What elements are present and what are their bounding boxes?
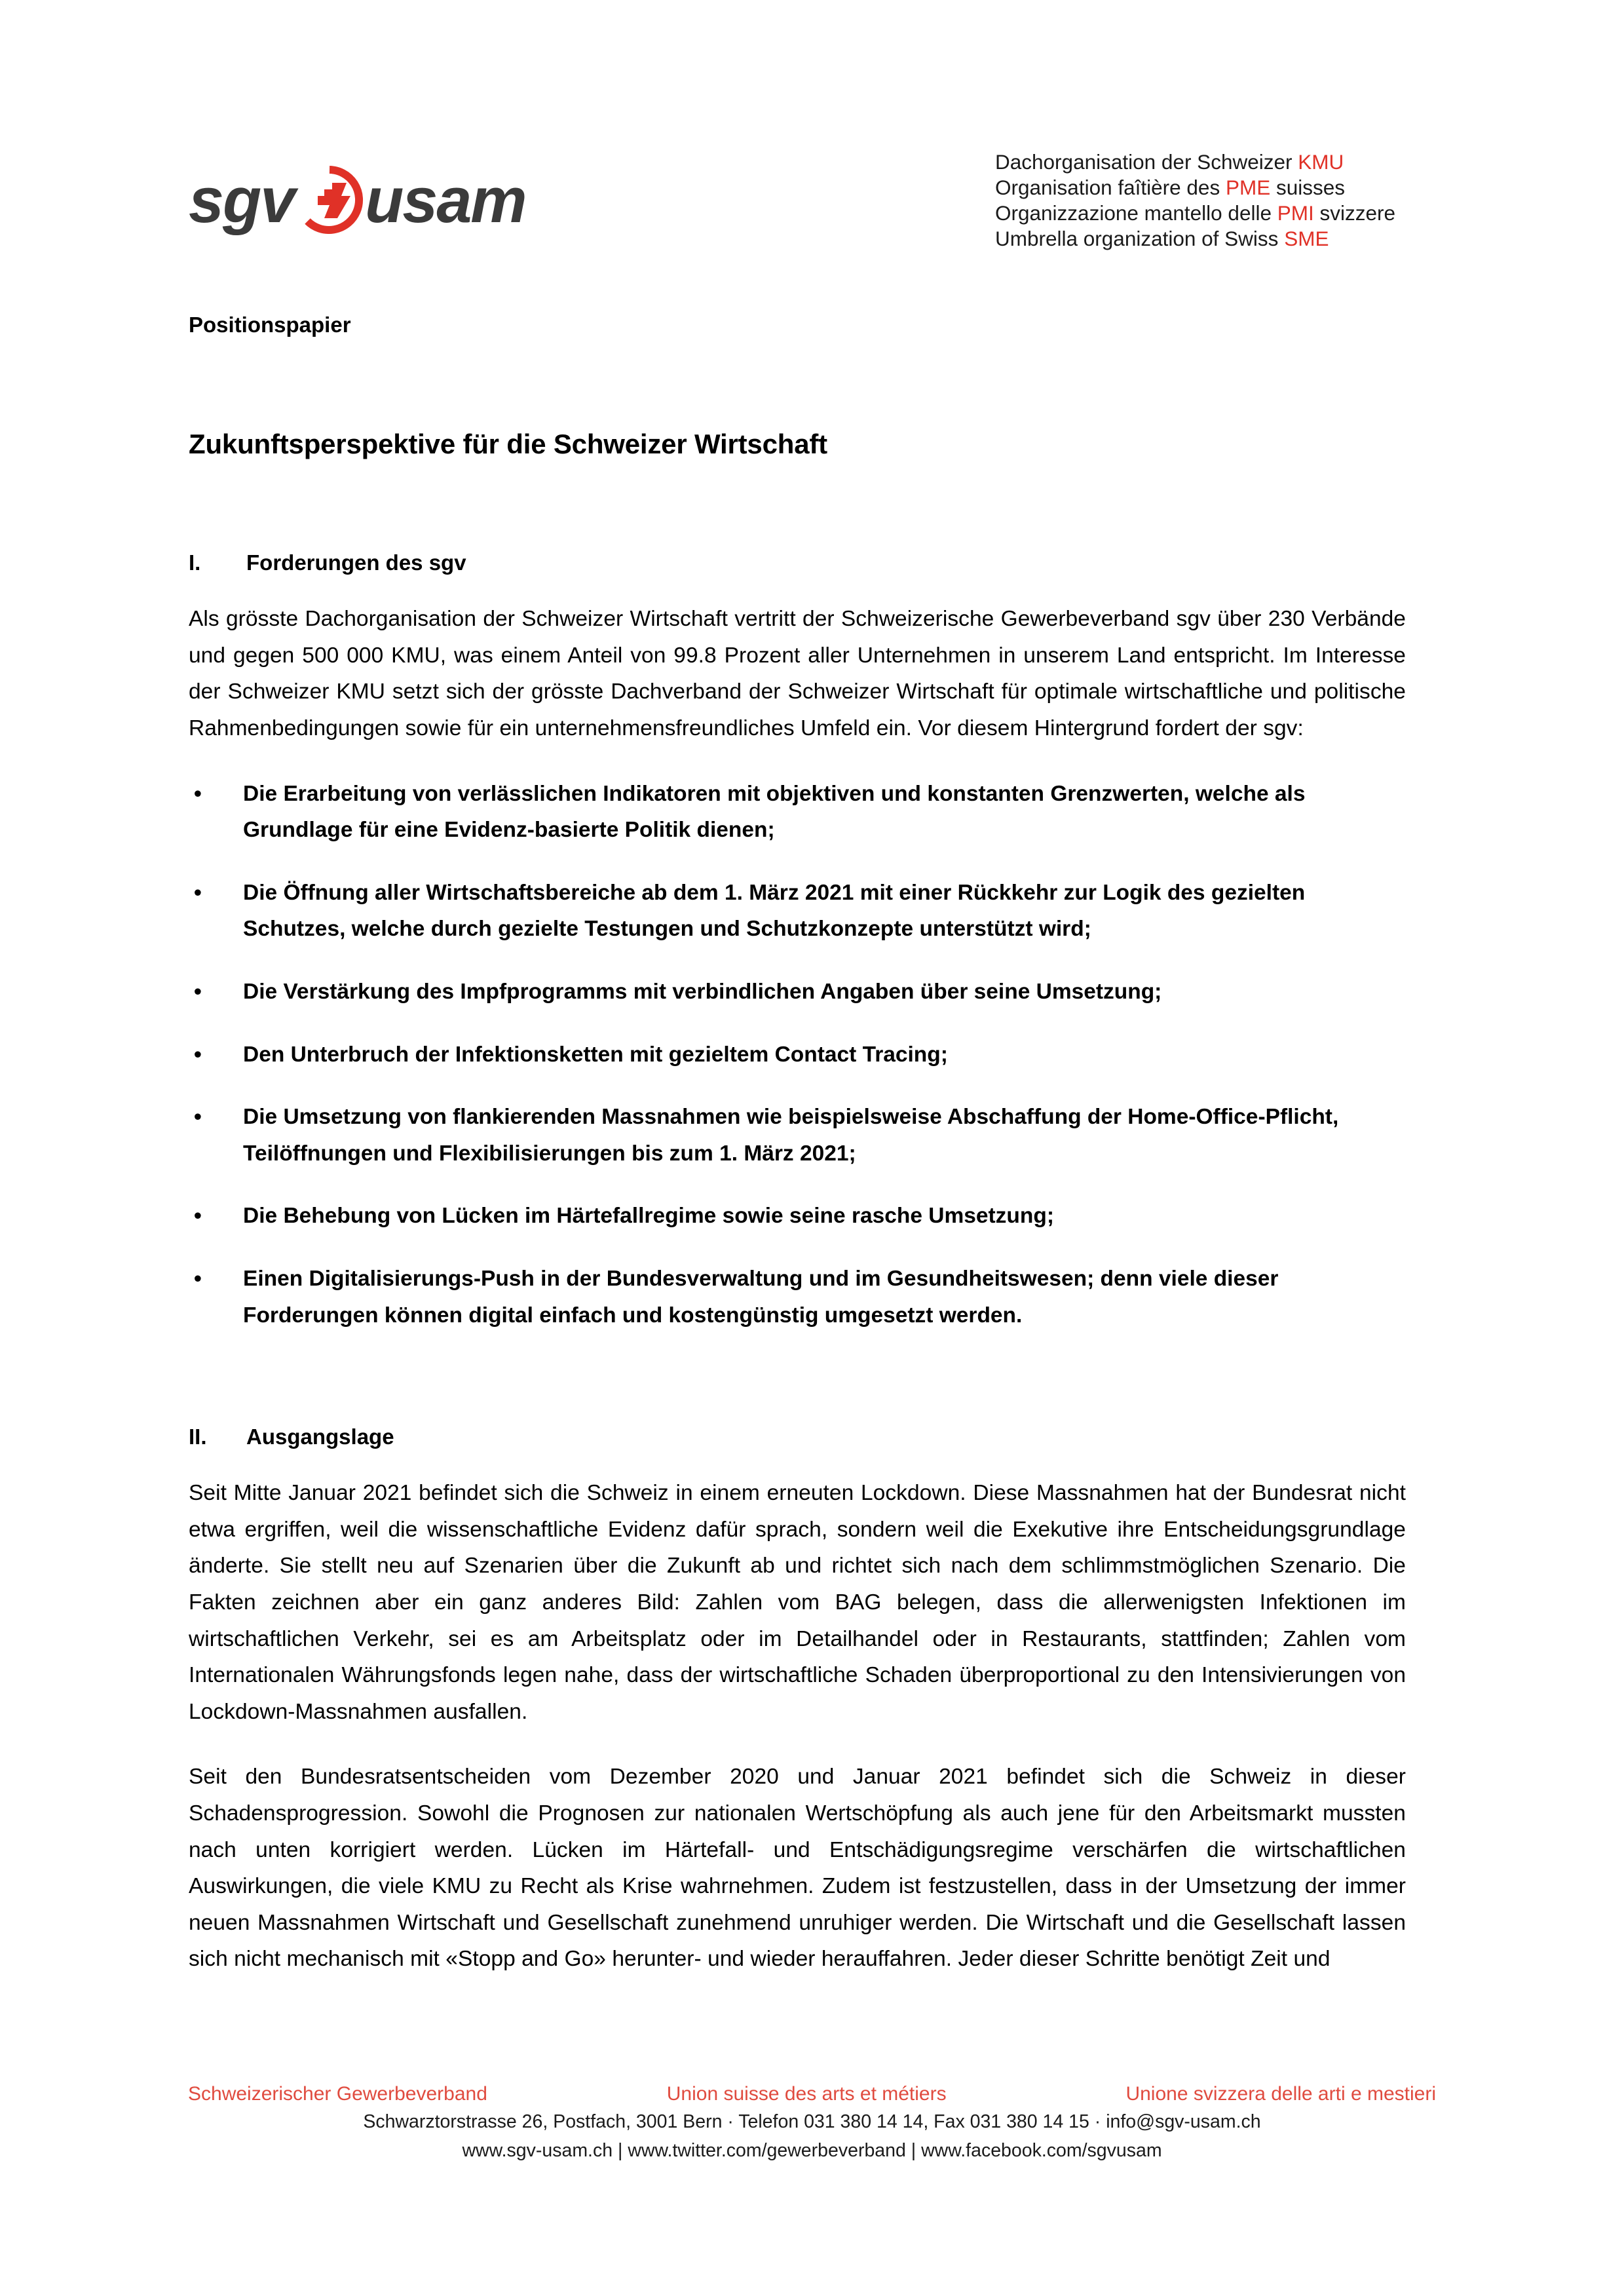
header-lang-accent: KMU (1298, 150, 1344, 174)
list-item (189, 974, 1406, 1010)
list-item-text: Den Unterbruch der Infektionsketten mit gezieltem Contact Tracing; (243, 1042, 948, 1067)
list-item-text: Die Behebung von Lücken im Härtefallregime sowie seine rasche Umsetzung; (243, 1204, 1054, 1229)
sgv-usam-logo (189, 164, 526, 236)
logo-text-usam: usam (365, 164, 526, 236)
footer-org-de: Schweizerischer Gewerbeverband (188, 2083, 487, 2105)
list-item-text: Die Umsetzung von flankierenden Massnahmen wie beispielsweise Abschaffung der Home-Office-Pflicht, Teilöffnungen und Flexibilisierungen bis zum 1. März 2021; (243, 1105, 1339, 1166)
header-lang-prefix: Dachorganisation der Schweizer (995, 150, 1298, 174)
list-item-text: Die Öffnung aller Wirtschaftsbereiche ab dem 1. März 2021 mit einer Rückkehr zur Logik des gezielten Schutzes, welche durch gezielte Testungen und Schutzkonzepte unterstützt wird; (243, 880, 1306, 942)
section-heading (189, 549, 1406, 576)
bullet-icon: • (194, 1204, 202, 1229)
section-heading (189, 1423, 1406, 1450)
bullet-icon: • (194, 1266, 202, 1291)
list-item (189, 875, 1406, 947)
section-intro-paragraph: Als grösste Dachorganisation der Schweizer Wirtschaft vertritt der Schweizerische Gewerbeverband sgv über 230 Verbände und gegen 500 000 KMU, was einem Anteil von 99.8 Prozent aller Unternehmen in unserem Land entspricht. Im Interesse der Schweizer KMU setzt sich der grösste Dachverband der Schweizer Wirtschaft für optimale wirtschaftliche und politische Rahmenbedingungen sowie für ein unternehmensfreundliches Umfeld ein. Vor diesem Hintergrund fordert der sgv: (189, 607, 1406, 741)
header-lang-accent: SME (1284, 227, 1329, 250)
section-ausgangslage (189, 1423, 1406, 1978)
bullet-icon: • (194, 1105, 202, 1130)
list-item (189, 776, 1406, 849)
list-item-text: Einen Digitalisierungs-Push in der Bundesverwaltung und im Gesundheitswesen; denn viele dieser Forderungen können digital einfach und kostengünstig umgesetzt werden. (243, 1266, 1279, 1328)
header-lang-prefix: Organisation faîtière des (995, 176, 1226, 199)
footer-contact-line: Schwarztorstrasse 26, Postfach, 3001 Bern · Telefon 031 380 14 14, Fax 031 380 14 15 · info@sgv-usam.ch (363, 2111, 1261, 2132)
list-item-text: Die Verstärkung des Impfprogramms mit verbindlichen Angaben über seine Umsetzung; (243, 980, 1162, 1004)
bullet-icon: • (194, 980, 202, 1004)
footer-links-line[interactable]: www.sgv-usam.ch | www.twitter.com/gewerbeverband | www.facebook.com/sgvusam (462, 2140, 1162, 2161)
page-footer (0, 2081, 1624, 2165)
header-lang-accent: PMI (1277, 201, 1314, 225)
list-item (189, 1261, 1406, 1333)
section-paragraph: Seit Mitte Januar 2021 befindet sich die Schweiz in einem erneuten Lockdown. Diese Massnahmen hat der Bundesrat nicht etwa ergriffen, weil die wissenschaftliche Evidenz dafür sprach, sondern weil die Exekutive ihre Entscheidungsgrundlage änderte. Sie stellt neu auf Szenarien über die Zukunft ab und richtet sich nach dem schlimmstmöglichen Szenario. Die Fakten zeichnen aber ein ganz anderes Bild: Zahlen vom BAG belegen, dass die allerwenigsten Infektionen im wirtschaftlichen Verkehr, sei es am Arbeitsplatz oder im Detailhandel oder in Restaurants, stattfinden; Zahlen vom Internationalen Währungsfonds legen nahe, dass der wirtschaftliche Schaden überproportional zu den Intensivierungen von Lockdown-Massnahmen ausfallen. (189, 1481, 1406, 1724)
header-lang-accent: PME (1225, 176, 1271, 199)
header-lang-line-de (995, 149, 1395, 175)
header-lang-line-fr (995, 175, 1395, 201)
section-heading-text: Forderungen des sgv (246, 550, 466, 575)
header-lang-suffix: svizzere (1313, 201, 1396, 225)
document-type-label: Positionspapier (189, 313, 351, 337)
logo-text-sgv: sgv (189, 164, 295, 236)
header-lang-suffix: suisses (1270, 176, 1346, 199)
footer-org-fr: Union suisse des arts et métiers (666, 2083, 947, 2105)
section-heading-text: Ausgangslage (246, 1425, 394, 1449)
bullet-icon: • (194, 1042, 202, 1067)
list-item (189, 1198, 1406, 1234)
page-title: Zukunftsperspektive für die Schweizer Wirtschaft (189, 429, 827, 460)
header-lang-prefix: Umbrella organization of Swiss (995, 227, 1285, 250)
demands-list (189, 776, 1406, 1334)
page-header (0, 149, 1624, 274)
footer-org-names (188, 2081, 1436, 2107)
section-number: II. (189, 1425, 207, 1449)
bullet-icon: • (194, 880, 202, 905)
header-lang-line-it (995, 201, 1395, 226)
section-forderungen (189, 549, 1406, 1333)
list-item (189, 1099, 1406, 1172)
bullet-icon: • (194, 781, 202, 806)
footer-org-it: Unione svizzera delle arti e mestieri (1125, 2083, 1436, 2105)
list-item (189, 1037, 1406, 1073)
section-paragraph: Seit den Bundesratsentscheiden vom Dezember 2020 und Januar 2021 befindet sich die Schweiz in dieser Schadensprogression. Sowohl die Prognosen zur nationalen Wertschöpfung als auch jene für den Arbeitsmarkt mussten nach unten korrigiert werden. Lücken im Härtefall- und Entschädigungsregime verschärfen die wirtschaftlichen Auswirkungen, die viele KMU zu Recht als Krise wahrnehmen. Zudem ist festzustellen, dass in der Umsetzung der immer neuen Massnahmen Wirtschaft und Gesellschaft zunehmend unruhiger werden. Die Wirtschaft und die Gesellschaft lassen sich nicht mechanisch mit «Stopp and Go» herunter- und wieder herauffahren. Jeder dieser Schritte benötigt Zeit und (189, 1765, 1406, 1972)
header-lang-prefix: Organizzazione mantello delle (995, 201, 1277, 225)
swiss-cross-emblem-icon (295, 166, 364, 234)
header-language-block (995, 149, 1395, 252)
section-number: I. (189, 550, 201, 575)
list-item-text: Die Erarbeitung von verlässlichen Indikatoren mit objektiven und konstanten Grenzwerten, welche als Grundlage für eine Evidenz-basierte Politik dienen; (243, 781, 1306, 843)
header-lang-line-en (995, 226, 1395, 252)
